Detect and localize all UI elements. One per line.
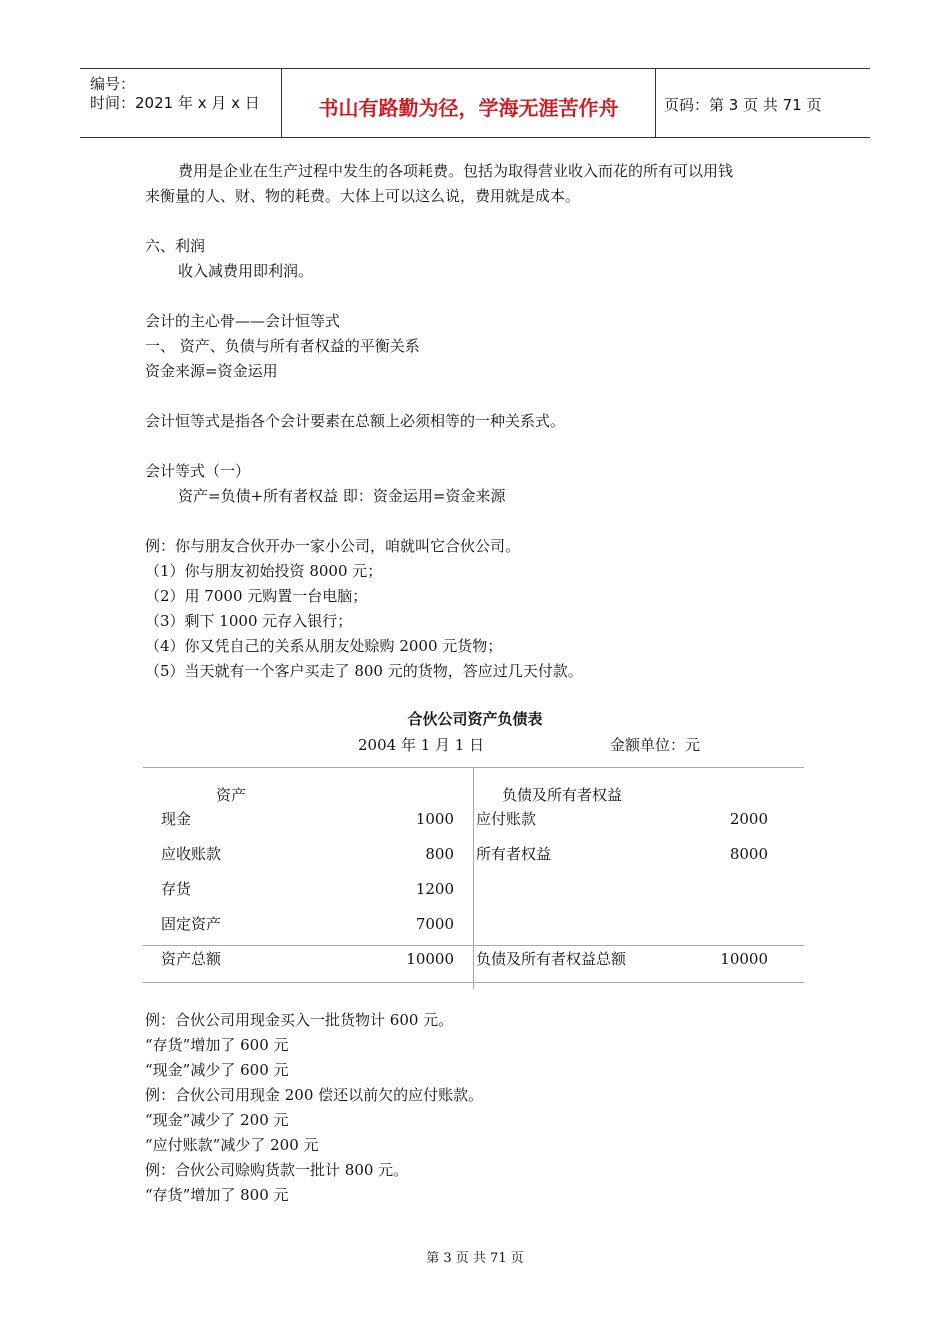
list-item: 一、 资产、负债与所有者权益的平衡关系 bbox=[145, 337, 420, 355]
liabilities-total-value: 10000 bbox=[720, 950, 768, 968]
liabilities-header: 负债及所有者权益 bbox=[502, 786, 623, 804]
example-line: “存货”增加了 800 元 bbox=[145, 1186, 289, 1204]
example-line: 例：合伙公司赊购货款一批计 800 元。 bbox=[145, 1161, 409, 1179]
example-line: “现金”减少了 600 元 bbox=[145, 1061, 289, 1079]
page-header bbox=[80, 68, 870, 138]
assets-total-value: 10000 bbox=[406, 950, 454, 968]
section-heading: 六、利润 bbox=[145, 237, 206, 255]
list-item: （4）你又凭自己的关系从朋友处赊购 2000 元货物； bbox=[145, 637, 503, 655]
example-intro: 例：你与朋友合伙开办一家小公司，咱就叫它合伙公司。 bbox=[145, 537, 521, 555]
liability-name: 所有者权益 bbox=[476, 845, 552, 863]
asset-value: 800 bbox=[425, 845, 454, 863]
table-title: 合伙公司资产负债表 bbox=[407, 710, 543, 728]
paragraph-line: 收入减费用即利润。 bbox=[178, 262, 314, 280]
example-line: “现金”减少了 200 元 bbox=[145, 1111, 289, 1129]
table-unit: 金额单位：元 bbox=[610, 736, 701, 754]
list-item: （1）你与朋友初始投资 8000 元； bbox=[145, 562, 383, 580]
asset-name: 应收账款 bbox=[161, 845, 222, 863]
header-motto-cell bbox=[281, 69, 656, 137]
list-item: （5）当天就有一个客户买走了 800 元的货物，答应过几天付款。 bbox=[145, 662, 583, 680]
example-line: 例：合伙公司用现金 200 偿还以前欠的应付账款。 bbox=[145, 1086, 484, 1104]
header-meta bbox=[80, 69, 281, 137]
paragraph-line: 会计恒等式是指各个会计要素在总额上必须相等的一种关系式。 bbox=[145, 412, 566, 430]
liability-name: 应付账款 bbox=[476, 810, 537, 828]
table-column-divider bbox=[473, 767, 474, 989]
section-heading: 会计等式（一） bbox=[145, 462, 251, 480]
formula-line: 资产=负债+所有者权益 即：资金运用=资金来源 bbox=[178, 487, 506, 505]
table-date: 2004 年 1 月 1 日 bbox=[358, 736, 485, 754]
asset-value: 1200 bbox=[415, 880, 454, 898]
example-line: “存货”增加了 600 元 bbox=[145, 1036, 289, 1054]
page-footer: 第 3 页 共 71 页 bbox=[426, 1251, 524, 1266]
paragraph-line: 来衡量的人、财、物的耗费。大体上可以这么说，费用就是成本。 bbox=[145, 187, 581, 205]
header-page-label: 页码：第 3 页 共 71 页 bbox=[664, 96, 822, 114]
assets-header: 资产 bbox=[216, 786, 247, 804]
header-motto: 书山有路勤为径，学海无涯苦作舟 bbox=[318, 96, 619, 120]
asset-value: 1000 bbox=[415, 810, 454, 828]
header-time-label: 时间：2021 年 x 月 x 日 bbox=[90, 94, 260, 112]
paragraph-line: 资金来源=资金运用 bbox=[145, 362, 278, 380]
asset-value: 7000 bbox=[415, 915, 454, 933]
header-number-label: 编号： bbox=[90, 75, 136, 93]
example-line: “应付账款”减少了 200 元 bbox=[145, 1136, 319, 1154]
list-item: （3）剩下 1000 元存入银行； bbox=[145, 612, 353, 630]
asset-name: 固定资产 bbox=[161, 915, 222, 933]
assets-total-label: 资产总额 bbox=[161, 950, 222, 968]
liabilities-total-label: 负债及所有者权益总额 bbox=[476, 950, 627, 968]
section-heading: 会计的主心骨——会计恒等式 bbox=[145, 312, 341, 330]
asset-name: 存货 bbox=[161, 880, 192, 898]
liability-value: 8000 bbox=[729, 845, 768, 863]
asset-name: 现金 bbox=[161, 810, 192, 828]
example-line: 例：合伙公司用现金买入一批货物计 600 元。 bbox=[145, 1011, 454, 1029]
list-item: （2）用 7000 元购置一台电脑； bbox=[145, 587, 368, 605]
liability-value: 2000 bbox=[729, 810, 768, 828]
paragraph-line: 费用是企业在生产过程中发生的各项耗费。包括为取得营业收入而花的所有可以用钱 bbox=[178, 162, 734, 180]
